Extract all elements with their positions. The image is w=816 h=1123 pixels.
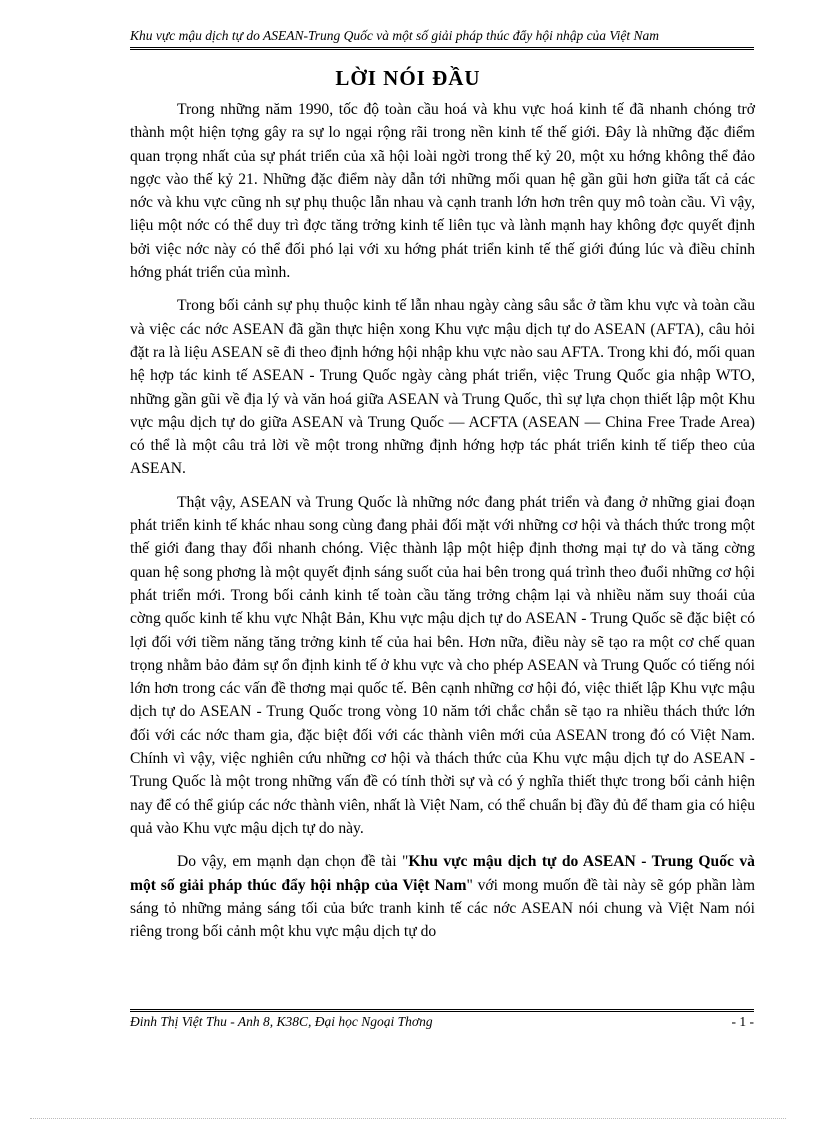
document-body xyxy=(130,98,755,943)
paragraph-2: Trong bối cảnh sự phụ thuộc kinh tế lẫn nhau ngày càng sâu sắc ở tầm khu vực và toàn cầu và việc các nớc ASEAN đã gần thực hiện xong Khu vực mậu dịch tự do ASEAN (AFTA), câu hỏi đặt ra là liệu ASEAN sẽ đi theo định hớng hội nhập khu vực nào sau AFTA. Trong khi đó, mối quan hệ hợp tác kinh tế ASEAN - Trung Quốc ngày càng phát triển, việc Trung Quốc gia nhập WTO, những gần gũi về địa lý và văn hoá giữa ASEAN và Trung Quốc, thì sự lựa chọn thiết lập một Khu vực mậu dịch tự do giữa ASEAN và Trung Quốc — ACFTA (ASEAN — China Free Trade Area) có thể là một câu trả lời về một trong những định hớng hợp tác phát triển kinh tế tiếp theo của ASEAN. xyxy=(130,297,755,478)
page-number: - 1 - xyxy=(731,1014,754,1029)
page-edge-divider xyxy=(30,1118,786,1119)
paragraph-4 xyxy=(130,850,755,943)
footer-rule xyxy=(130,1009,754,1012)
footer-author: Đinh Thị Việt Thu - Anh 8, K38C, Đại học Ngoại Thơng xyxy=(130,1014,433,1029)
page-footer xyxy=(130,1014,754,1030)
paragraph-4-tail: " với mong muốn đề tài này sẽ góp phần làm sáng tỏ những mảng sáng tối của bức tranh kinh tế các nớc ASEAN nói chung và Việt Nam nói riêng trong bối cảnh một khu vực mậu dịch tự do xyxy=(130,876,755,941)
running-header: Khu vực mậu dịch tự do ASEAN-Trung Quốc và một số giải pháp thúc đẩy hội nhập của Việt Nam xyxy=(130,28,660,43)
header-rule xyxy=(130,47,754,50)
thesis-topic: Khu vực mậu dịch tự do ASEAN - Trung Quốc và một số giải pháp thúc đẩy hội nhập của Việt Nam xyxy=(130,853,755,894)
page-title: LỜI NÓI ĐẦU xyxy=(335,66,481,90)
paragraph-3: Thật vậy, ASEAN và Trung Quốc là những nớc đang phát triển và đang ở những giai đoạn phát triển kinh tế khác nhau song cùng đang phải đối mặt với những cơ hội và thách thức trong một thế giới đang thay đổi nhanh chóng. Việc thành lập một hiệp định thơng mại tự do và tăng cờng quan hệ song phơng là một quyết định sáng suốt của hai bên trong quá trình theo đuổi những cơ hội phát triển mới. Trong bối cảnh kinh tế toàn cầu tăng trởng chậm lại và nhiều năm suy thoái của cờng quốc kinh tế khu vực Nhật Bản, Khu vực mậu dịch tự do ASEAN - Trung Quốc sẽ đặc biệt có lợi đối với tiềm năng tăng trởng kinh tế của hai bên. Hơn nữa, điều này sẽ tạo ra một cơ chế quan trọng nhằm bảo đảm sự ổn định kinh tế ở khu vực và cho phép ASEAN và Trung Quốc có tiếng nói lớn hơn trong các vấn đề thơng mại quốc tế. Bên cạnh những cơ hội đó, việc thiết lập Khu vực mậu dịch tự do ASEAN - Trung Quốc trong vòng 10 năm tới chắc chắn sẽ tạo ra nhiều thách thức lớn đối với các nớc tham gia, đặc biệt đối với các thành viên mới của ASEAN trong đó có Việt Nam. Chính vì vậy, việc nghiên cứu những cơ hội và thách thức của Khu vực mậu dịch tự do ASEAN - Trung Quốc là một trong những vấn đề có tính thời sự và có ý nghĩa thiết thực trong bối cảnh hiện nay để có thể giúp các nớc thành viên, nhất là Việt Nam, có thể chuẩn bị đầy đủ để tham gia có hiệu quả vào Khu vực mậu dịch tự do này. xyxy=(130,493,755,837)
paragraph-4-lead: Do vậy, em mạnh dạn chọn đề tài " xyxy=(177,853,409,871)
paragraph-1: Trong những năm 1990, tốc độ toàn cầu hoá và khu vực hoá kinh tế đã nhanh chóng trở thành một hiện tợng gây ra sự lo ngại rộng rãi trong nền kinh tế thế giới. Đây là những đặc điểm quan trọng nhất của sự phát triển của xã hội loài ngời trong thế kỷ 20, một xu hớng không thể đảo ngợc vào thế kỷ 21. Những đặc điểm này dẫn tới những mối quan hệ gần gũi hơn giữa tất cả các nớc và khu vực cũng nh sự phụ thuộc lẫn nhau và cạnh tranh lớn hơn trên quy mô toàn cầu. Vì vậy, liệu một nớc có thể duy trì đợc tăng trởng kinh tế liên tục và lành mạnh hay không đợc quyết định bởi việc nớc này có thể đối phó lại với xu hớng phát triển kinh tế thế giới đúng lúc và điều chỉnh hớng phát triển của mình. xyxy=(130,101,755,282)
